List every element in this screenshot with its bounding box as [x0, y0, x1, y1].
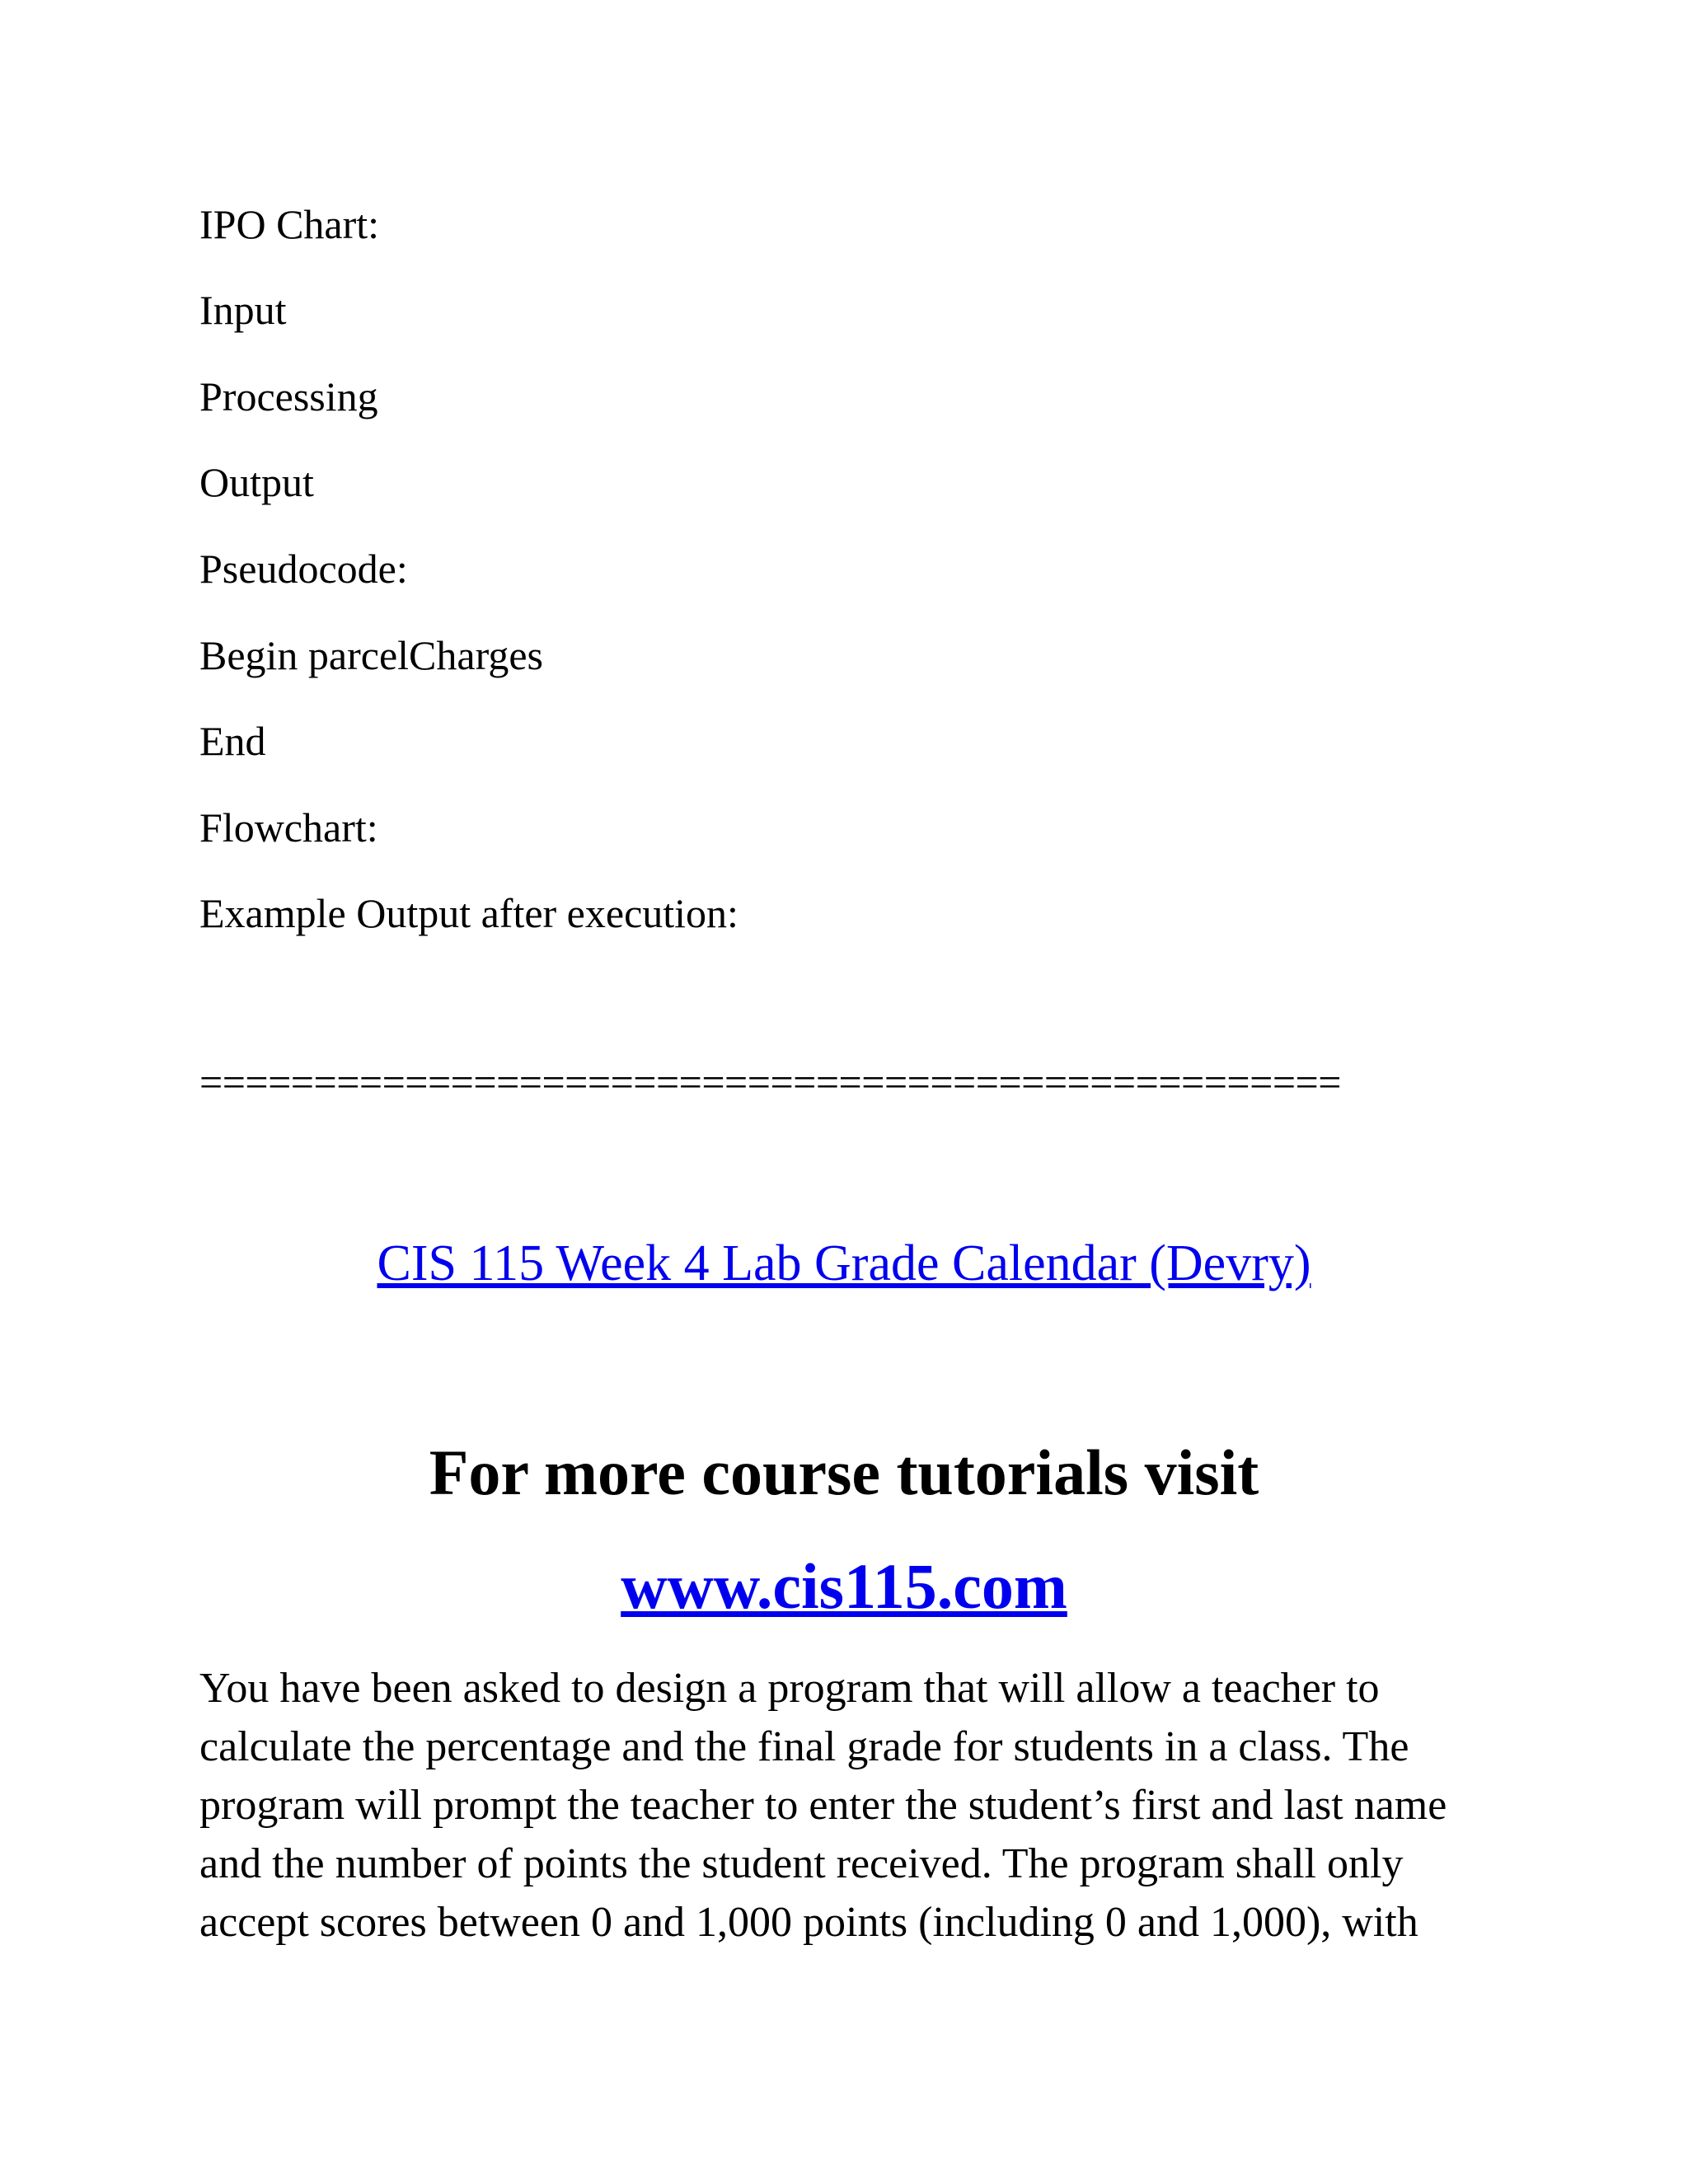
- pseudocode-label: Pseudocode:: [199, 546, 408, 592]
- example-output-label: Example Output after execution:: [199, 890, 738, 936]
- site-link[interactable]: www.cis115.com: [621, 1550, 1067, 1622]
- paragraph-line: calculate the percentage and the final grade for students in a class. The: [199, 1723, 1409, 1770]
- tutorials-heading: For more course tutorials visit: [429, 1436, 1259, 1508]
- paragraph-line: accept scores between 0 and 1,000 points (including 0 and 1,000), with: [199, 1899, 1418, 1946]
- paragraph-line: You have been asked to design a program that will allow a teacher to: [199, 1665, 1380, 1712]
- output-label: Output: [199, 459, 314, 505]
- ipo-chart-label: IPO Chart:: [199, 201, 380, 247]
- input-label: Input: [199, 287, 287, 333]
- site-link-container: [0, 1549, 1688, 1624]
- processing-label: Processing: [199, 373, 378, 419]
- lab-title-link[interactable]: CIS 115 Week 4 Lab Grade Calendar (Devry): [377, 1235, 1311, 1291]
- separator-line: ==================================================: [199, 1059, 1341, 1105]
- end-line: End: [199, 718, 266, 764]
- paragraph-line: program will prompt the teacher to enter the student’s first and last name: [199, 1782, 1447, 1829]
- begin-parcel-charges-line: Begin parcelCharges: [199, 632, 543, 678]
- flowchart-label: Flowchart:: [199, 804, 378, 851]
- lab-title-container: [0, 1235, 1688, 1292]
- assignment-paragraph: [199, 1659, 1551, 1952]
- paragraph-line: and the number of points the student received. The program shall only: [199, 1840, 1404, 1887]
